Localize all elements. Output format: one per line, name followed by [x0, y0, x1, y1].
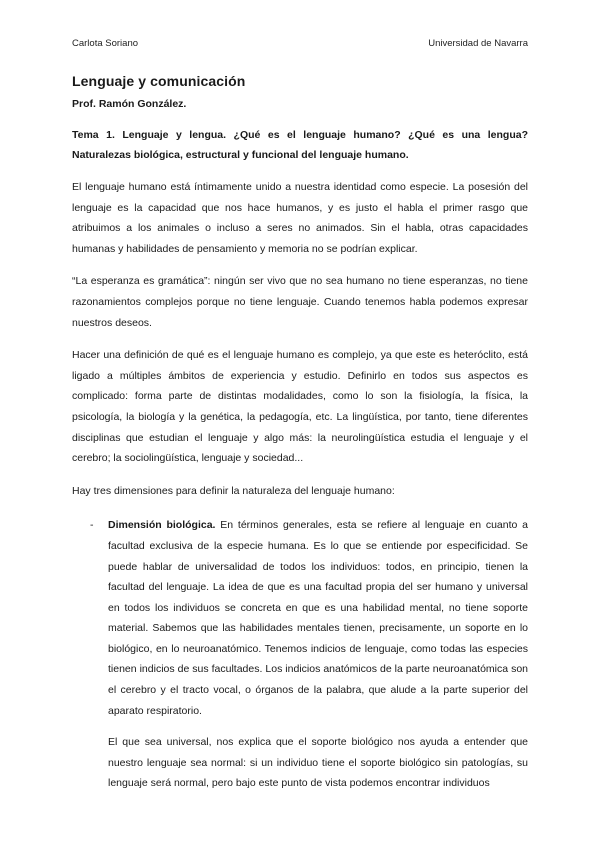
list-bullet: -: [90, 519, 94, 532]
dimensions-list: [72, 515, 528, 721]
paragraph: Hay tres dimensiones para definir la naturaleza del lenguaje humano:: [72, 484, 395, 497]
header-author: Carlota Soriano: [72, 38, 139, 49]
paragraph: Hacer una definición de qué es el lenguaje humano es complejo, ya que este es heteróclito, está ligado a múltiples ámbitos de experiencia y estudio. Definirlo en todos sus aspectos es complicado: forma parte de distintas modalidades, como lo son la fisiología, la física, la psicología, la biología y la genética, la pedagogía, etc. La lingüística, por tanto, tiene diferentes disciplinas que estudian el lenguaje y algo más: la neurolingüística estudia el lenguaje y el cerebro; la sociolingüística, lenguaje y sociedad...: [72, 349, 528, 465]
list-item-lead: Dimensión biológica.: [108, 519, 216, 532]
list-item: [72, 515, 528, 721]
document-body: [72, 71, 528, 794]
header-institution: Universidad de Navarra: [428, 38, 528, 49]
continuation-paragraph: El que sea universal, nos explica que el soporte biológico nos ayuda a entender que nuestro lenguaje sea normal: si un individuo tiene el soporte biológico sin patologías, su lenguaje será normal, pero bajo este punto de vista podemos encontrar individuos: [108, 736, 528, 790]
document-title: Lenguaje y comunicación: [72, 73, 246, 89]
paragraph: El lenguaje humano está íntimamente unido a nuestra identidad como especie. La posesión del lenguaje es la capacidad que nos hace humanos, y es justo el habla el primer rasgo que atribuimos a los animales o incluso a seres no animados. Sin el habla, otras capacidades humanas y habilidades de pensamiento y memoria no se podrían explicar.: [72, 181, 528, 255]
professor-name: Prof. Ramón González.: [72, 98, 187, 110]
paragraph: “La esperanza es gramática”: ningún ser vivo que no sea humano no tiene esperanzas, no tiene razonamientos complejos porque no tiene lenguaje. Cuando tenemos habla podemos expresar nuestros deseos.: [72, 275, 528, 329]
list-item-text: En términos generales, esta se refiere al lenguaje en cuanto a facultad exclusiva de la especie humana. Es lo que se entiende por especificidad. Se puede hablar de universalidad de todos los individuos: todos, en principio, tienen la facultad del lenguaje. La idea de que es una facultad propia del ser humano y universal en todos los individuos se concreta en que es una habilidad mental, no tiene soporte material. Sabemos que las habilidades mentales tienen, precisamente, un soporte en lo biológico, en lo neuroanatómico. Tenemos indicios de lenguaje, como todas las especies tienen indicios de sus facultades. Los indicios anatómicos de la parte neuroanatómica son el cerebro y el tracto vocal, o órganos de la palabra, que alude a la parte superior del aparato respiratorio.: [108, 519, 528, 717]
topic-heading: Tema 1. Lenguaje y lengua. ¿Qué es el lenguaje humano? ¿Qué es una lengua? Naturalezas biológica, estructural y funcional del lenguaje humano.: [72, 129, 528, 161]
